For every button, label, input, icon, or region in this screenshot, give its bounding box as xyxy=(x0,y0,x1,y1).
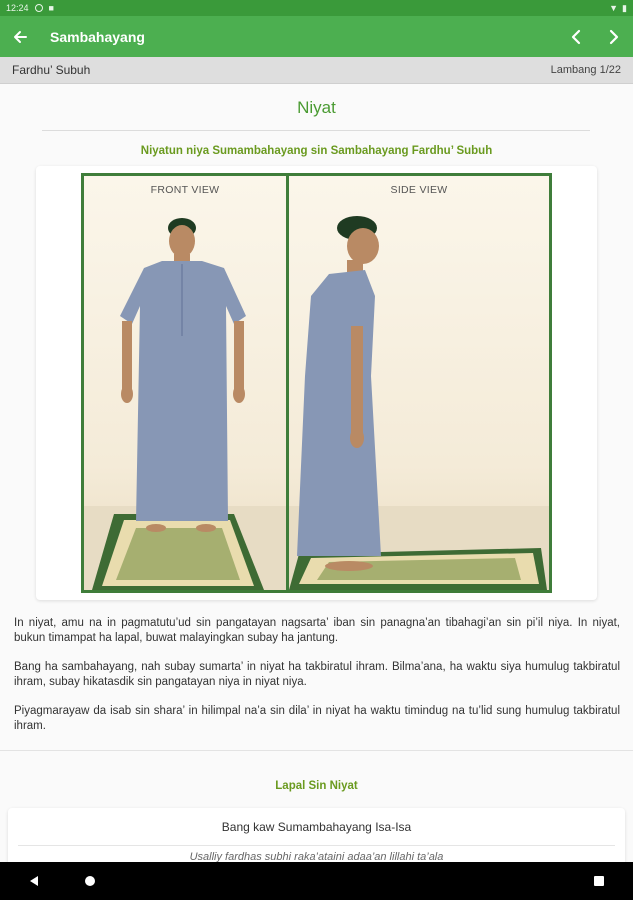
divider xyxy=(18,845,615,846)
side-view-panel xyxy=(289,176,549,590)
lapal-title: Lapal Sin Niyat xyxy=(275,780,358,792)
notification-icon: ■ xyxy=(48,2,54,13)
chevron-left-icon xyxy=(569,29,583,45)
previous-button[interactable] xyxy=(557,16,595,57)
app-bar xyxy=(0,16,633,57)
lapal-card xyxy=(8,808,625,862)
battery-icon: ▮ xyxy=(622,2,627,13)
system-navigation-bar xyxy=(0,862,633,900)
scroll-content[interactable] xyxy=(0,84,633,862)
system-home-button[interactable] xyxy=(70,862,110,900)
paragraph-1: In niyat, amu na in pagmatutu’ud sin pangatayan nagsarta’ iban sin panagna’an tibahagi’an sin pi’il niya. In niyat, bukun timampat ha lapal, buwat malayingkan subay ha jantung. xyxy=(14,617,620,644)
arrow-left-icon xyxy=(12,29,28,45)
front-view-panel xyxy=(84,176,289,590)
paragraph-2: Bang ha sambahayang, nah subay sumarta’ in niyat ha takbiratul ihram. Bilma’ana, ha waktu siya humulug takbiratul ihram, subay hikatasdik sin pangatayan niya in niyat niya. xyxy=(14,661,620,688)
side-view-figure xyxy=(289,176,549,590)
sub-header xyxy=(0,57,633,84)
circle-home-icon xyxy=(84,875,96,887)
divider xyxy=(42,130,590,131)
paragraph-3: Piyagmarayaw da isab sin shara’ in hilimpal na’a sin dila’ in niyat ha waktu timindug na tu’lid sung humulug takbiratul ihram. xyxy=(14,705,620,732)
side-view-label: SIDE VIEW xyxy=(390,184,448,196)
system-recents-button[interactable] xyxy=(579,862,619,900)
back-button[interactable] xyxy=(0,16,40,57)
status-bar xyxy=(0,0,633,16)
lapal-heading: Bang kaw Sumambahayang Isa-Isa xyxy=(221,820,412,834)
front-view-label: FRONT VIEW xyxy=(150,184,220,196)
wifi-icon: ▼ xyxy=(609,2,619,13)
lapal-transliteration: Usalliy fardhas subhi raka’ataini adaa’an lillahi ta’ala xyxy=(189,851,444,862)
triangle-back-icon xyxy=(28,875,40,887)
sync-icon xyxy=(35,4,43,12)
illustration-card xyxy=(36,166,597,600)
next-button[interactable] xyxy=(595,16,633,57)
chevron-right-icon xyxy=(607,29,621,45)
prayer-name: Fardhu’ Subuh xyxy=(12,63,91,77)
section-subtitle: Niyatun niya Sumambahayang sin Sambahayang Fardhu’ Subuh xyxy=(140,145,493,157)
square-recents-icon xyxy=(593,875,605,887)
system-back-button[interactable] xyxy=(14,862,54,900)
divider xyxy=(0,750,633,751)
step-counter: Lambang 1/22 xyxy=(550,64,621,76)
status-time: 12:24 xyxy=(6,3,29,13)
illustration-image xyxy=(81,173,552,593)
front-view-figure xyxy=(84,176,289,590)
app-title: Sambahayang xyxy=(50,28,145,45)
section-title: Niyat xyxy=(297,98,336,117)
